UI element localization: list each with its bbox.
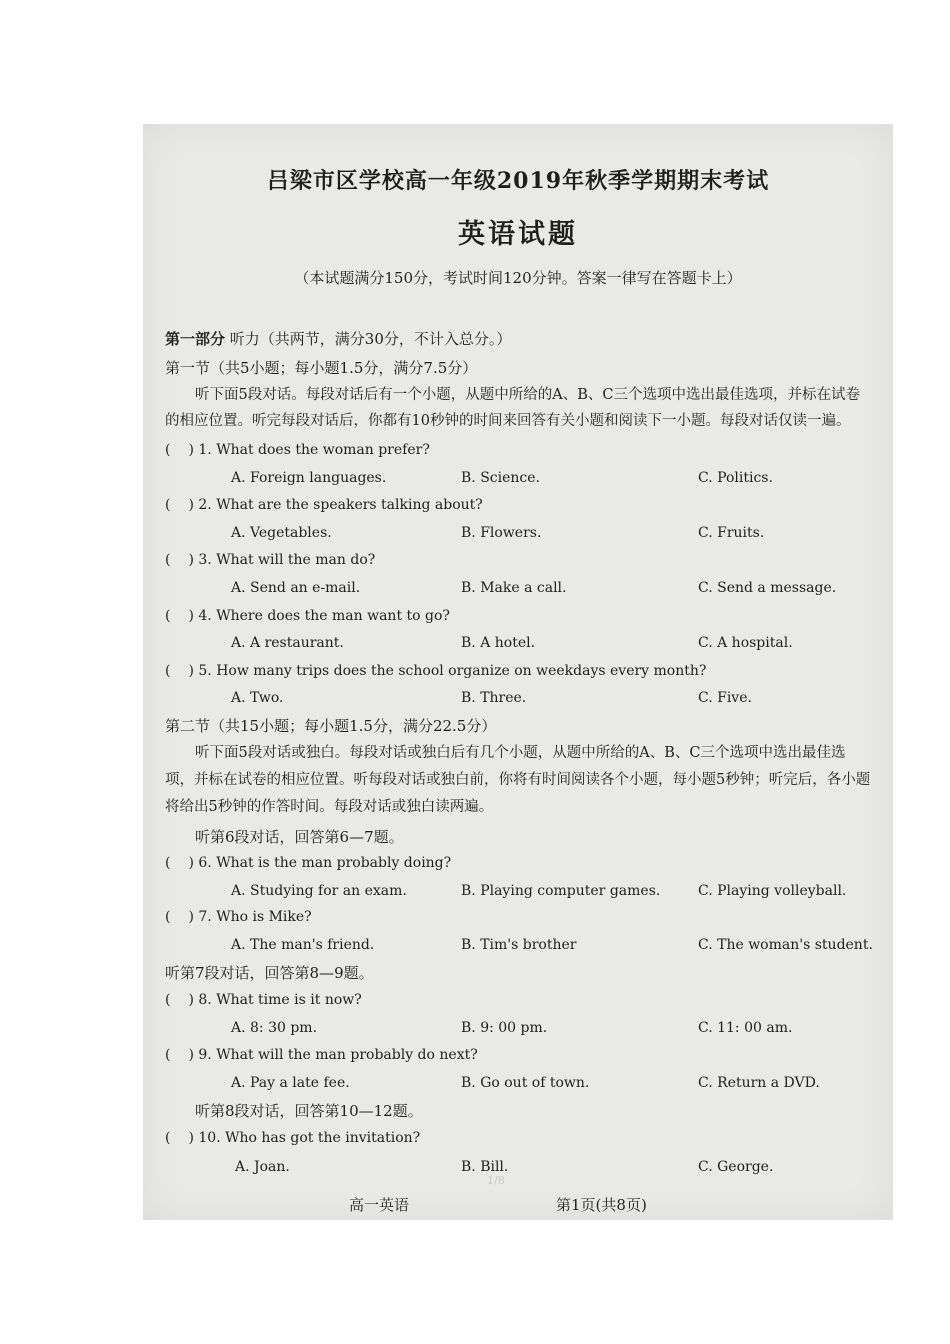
option-4a: A. A restaurant. (231, 635, 344, 651)
question-number: ) 8. (188, 992, 212, 1008)
question-number: ) 3. (188, 552, 212, 568)
option-10b: B. Bill. (461, 1159, 509, 1175)
question-9 (165, 1047, 478, 1063)
option-9b: B. Go out of town. (461, 1075, 590, 1091)
option-7b: B. Tim's brother (461, 937, 577, 953)
answer-bracket[interactable]: ( (165, 552, 171, 568)
answer-bracket[interactable]: ( (165, 663, 171, 679)
option-6c: C. Playing volleyball. (698, 883, 847, 899)
answer-bracket[interactable]: ( (165, 855, 171, 871)
footer-subject: 高一英语 (349, 1196, 410, 1214)
answer-bracket[interactable]: ( (165, 992, 171, 1008)
answer-bracket[interactable]: ( (165, 1047, 171, 1063)
question-text: What time is it now? (216, 992, 362, 1008)
option-6b: B. Playing computer games. (461, 883, 661, 899)
question-number: ) 4. (188, 608, 212, 624)
exam-note: （本试题满分150分，考试时间120分钟。答案一律写在答题卡上） (294, 269, 742, 287)
question-number: ) 7. (188, 909, 212, 925)
option-9a: A. Pay a late fee. (231, 1075, 350, 1091)
option-2b: B. Flowers. (461, 525, 542, 541)
question-7 (165, 909, 312, 925)
option-1a: A. Foreign languages. (231, 470, 387, 486)
option-3b: B. Make a call. (461, 580, 567, 596)
question-2 (165, 497, 483, 513)
question-5 (165, 663, 706, 679)
question-8 (165, 992, 362, 1008)
question-number: ) 9. (188, 1047, 212, 1063)
question-10 (165, 1130, 420, 1146)
footer-page-number: 第1页(共8页) (556, 1196, 647, 1214)
section2-instruction-line2: 项，并标在试卷的相应位置。听每段对话或独白前，你将有时间阅读各个小题，每小题5秒钟；听完后，各小题 (165, 772, 871, 788)
part1-heading-bold: 第一部分 (165, 330, 226, 348)
option-2a: A. Vegetables. (231, 525, 332, 541)
option-8b: B. 9: 00 pm. (461, 1020, 548, 1036)
question-text: What will the man do? (216, 552, 376, 568)
option-4b: B. A hotel. (461, 635, 536, 651)
question-number: ) 2. (188, 497, 212, 513)
section1-heading: 第一节（共5小题；每小题1.5分，满分7.5分） (165, 359, 478, 377)
question-1 (165, 442, 430, 458)
question-6 (165, 855, 451, 871)
exam-title: 吕梁市区学校高一年级2019年秋季学期期末考试 (266, 168, 770, 194)
section2-instruction-line1: 听下面5段对话或独白。每段对话或独白后有几个小题，从题中所给的A、B、C三个选项中选出最佳选 (195, 745, 846, 761)
question-number: ) 5. (188, 663, 212, 679)
option-7c: C. The woman's student. (698, 937, 873, 953)
option-5c: C. Five. (698, 690, 752, 706)
option-7a: A. The man's friend. (231, 937, 375, 953)
option-2c: C. Fruits. (698, 525, 765, 541)
question-text: Who is Mike? (216, 909, 312, 925)
subhead-dialogue-7: 听第7段对话，回答第8—9题。 (165, 964, 374, 982)
question-text: Where does the man want to go? (216, 608, 450, 624)
answer-bracket[interactable]: ( (165, 497, 171, 513)
section2-instruction-line3: 将给出5秒钟的作答时间。每段对话或独白读两遍。 (165, 799, 494, 815)
option-8c: C. 11: 00 am. (698, 1020, 793, 1036)
question-4 (165, 608, 450, 624)
option-6a: A. Studying for an exam. (231, 883, 407, 899)
question-text: Who has got the invitation? (225, 1130, 421, 1146)
option-10a: A. Joan. (235, 1159, 290, 1175)
subhead-dialogue-6: 听第6段对话，回答第6—7题。 (195, 828, 404, 846)
question-number: ) 6. (188, 855, 212, 871)
option-5b: B. Three. (461, 690, 527, 706)
option-1b: B. Science. (461, 470, 540, 486)
question-number: ) 1. (188, 442, 212, 458)
question-text: What does the woman prefer? (216, 442, 430, 458)
exam-subject: 英语试题 (458, 219, 578, 250)
question-3 (165, 552, 375, 568)
option-9c: C. Return a DVD. (698, 1075, 820, 1091)
option-10c: C. George. (698, 1159, 774, 1175)
option-4c: C. A hospital. (698, 635, 793, 651)
exam-sheet (143, 124, 893, 1220)
answer-bracket[interactable]: ( (165, 608, 171, 624)
question-number: ) 10. (188, 1130, 221, 1146)
option-1c: C. Politics. (698, 470, 773, 486)
question-text: What is the man probably doing? (216, 855, 452, 871)
section1-instruction-line2: 的相应位置。听完每段对话后，你都有10秒钟的时间来回答有关小题和阅读下一小题。每段对话仅读一遍。 (165, 413, 851, 429)
answer-bracket[interactable]: ( (165, 442, 171, 458)
option-8a: A. 8: 30 pm. (231, 1020, 318, 1036)
question-text: What are the speakers talking about? (216, 497, 483, 513)
question-text: What will the man probably do next? (216, 1047, 478, 1063)
question-text: How many trips does the school organize on weekdays every month? (216, 663, 707, 679)
section1-instruction-line1: 听下面5段对话。每段对话后有一个小题，从题中所给的A、B、C三个选项中选出最佳选项，并标在试卷 (195, 387, 860, 403)
answer-bracket[interactable]: ( (165, 1130, 171, 1146)
subhead-dialogue-8: 听第8段对话，回答第10—12题。 (195, 1102, 423, 1120)
page-marker: 1/8 (487, 1174, 505, 1187)
option-3c: C. Send a message. (698, 580, 837, 596)
part1-heading-rest: 听力（共两节，满分30分，不计入总分。） (225, 330, 512, 348)
option-3a: A. Send an e-mail. (231, 580, 361, 596)
part1-heading (165, 328, 511, 349)
option-5a: A. Two. (231, 690, 284, 706)
section2-heading: 第二节（共15小题；每小题1.5分，满分22.5分） (165, 717, 497, 735)
answer-bracket[interactable]: ( (165, 909, 171, 925)
